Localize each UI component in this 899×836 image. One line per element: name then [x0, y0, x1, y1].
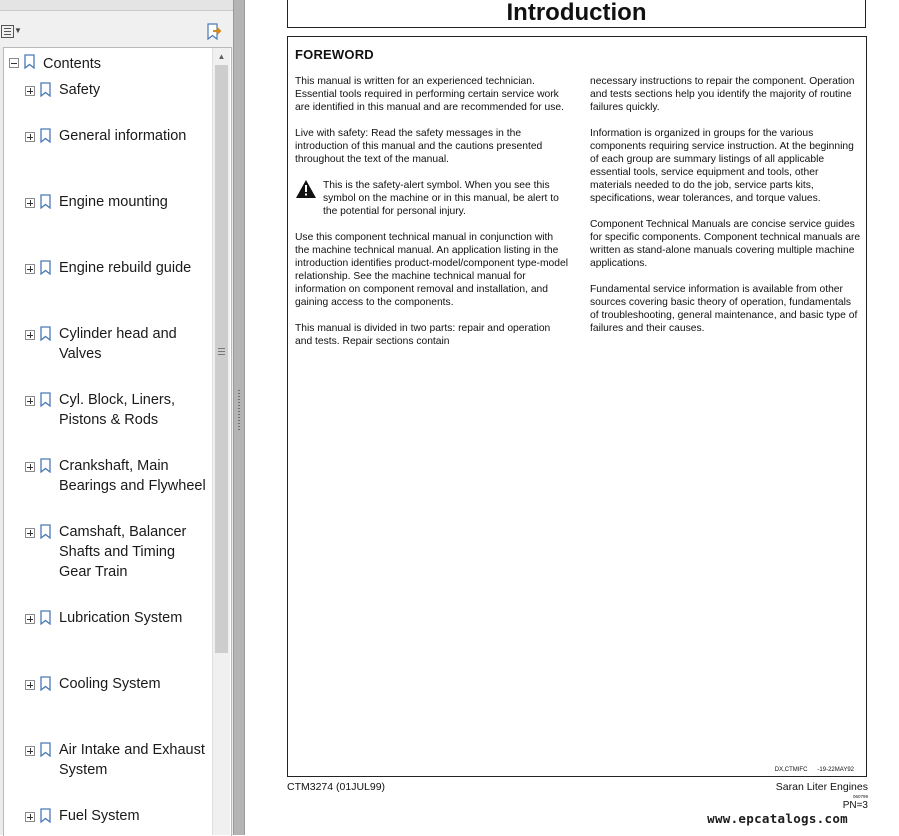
paragraph: Use this component technical manual in conjunction with the machine technical manual. An application listing in the introduction identifies product-model/component type-model relationship. See the machine technical manual for information on component removal and installation, and gaining access to the components.	[295, 232, 569, 308]
document-id: CTM3274 (01JUL99)	[287, 781, 386, 793]
splitter-grip	[238, 390, 240, 430]
bookmark-label	[59, 80, 219, 100]
expand-icon[interactable]	[25, 528, 35, 538]
bookmark-label-line: Crankshaft, Main	[59, 458, 169, 474]
paragraph: Component Technical Manuals are concise service guides for specific components. Component technical manuals are written as stand-alone manuals covering multiple machine applications.	[590, 219, 861, 269]
document-title: Saran Liter Engines	[775, 781, 868, 793]
expand-icon[interactable]	[25, 462, 35, 472]
panel-header-strip	[0, 0, 233, 11]
bookmark-label-line: System	[59, 762, 108, 778]
bookmark-label-line: Fuel System	[59, 808, 140, 824]
bookmark-label-line: Engine rebuild guide	[59, 260, 192, 276]
expand-icon[interactable]	[25, 396, 35, 406]
scrollbar-thumb[interactable]	[215, 65, 228, 653]
bookmark-icon	[40, 610, 51, 625]
safety-alert-icon	[295, 179, 317, 199]
bookmark-label	[59, 258, 219, 278]
page-title: Introduction	[506, 0, 647, 26]
expand-icon[interactable]	[25, 812, 35, 822]
bookmark-icon	[40, 392, 51, 407]
paragraph: Fundamental service information is available from other sources covering basic theory of operation, fundamentals of troubleshooting, general maintenance, and basic type of failures and their causes.	[590, 284, 858, 334]
bookmark-icon	[40, 82, 51, 97]
dropdown-arrow-icon: ▼	[14, 26, 22, 36]
bookmark-icon	[40, 128, 51, 143]
bookmark-label-line: Safety	[59, 82, 101, 98]
bookmark-label-line: Engine mounting	[59, 194, 168, 210]
page-number: PN=3	[842, 800, 868, 811]
paragraph: This is the safety-alert symbol. When you see this symbol on the machine or in this manual, be alert to the potential for personal injury.	[323, 180, 559, 217]
left-column	[295, 75, 570, 361]
code-date: -19-22MAY92	[817, 767, 854, 773]
bookmark-label-line: Cyl. Block, Liners,	[59, 392, 176, 408]
expand-bookmark-button[interactable]	[204, 22, 224, 42]
bookmark-label-line: Cooling System	[59, 676, 161, 692]
bookmark-label-line: Air Intake and Exhaust	[59, 742, 205, 758]
bookmark-label-line: Lubrication System	[59, 610, 183, 626]
bookmark-root-label: Contents	[43, 56, 102, 72]
bookmark-label	[59, 126, 219, 146]
bookmarks-panel	[0, 0, 233, 835]
paragraph: This manual is divided in two parts: repair and operation and tests. Repair sections contain	[295, 323, 551, 347]
expand-icon[interactable]	[25, 198, 35, 208]
title-box	[287, 0, 866, 28]
right-column	[590, 75, 862, 348]
bookmark-label	[59, 192, 219, 212]
bookmark-label	[59, 522, 219, 582]
bookmark-icon	[40, 808, 51, 823]
options-list-icon	[1, 25, 14, 38]
section-heading: FOREWORD	[295, 47, 374, 62]
bookmark-label	[59, 806, 219, 826]
bookmark-label	[59, 390, 219, 430]
bookmark-icon	[40, 458, 51, 473]
bookmark-icon	[40, 742, 51, 757]
paragraph: necessary instructions to repair the component. Operation and tests sections help you identify the majority of routine failures quickly.	[590, 76, 855, 113]
watermark-url: www.epcatalogs.com	[707, 811, 848, 826]
bookmark-icon	[24, 54, 35, 69]
document-code	[765, 767, 854, 773]
collapse-icon[interactable]	[9, 58, 19, 68]
bookmark-icon	[40, 524, 51, 539]
bookmark-label	[59, 740, 219, 780]
bookmark-label-line: Bearings and Flywheel	[59, 478, 206, 494]
document-page	[245, 0, 899, 835]
bookmark-icon	[40, 260, 51, 275]
bookmark-label-line: Gear Train	[59, 564, 128, 580]
bookmark-label	[59, 456, 219, 496]
bookmarks-scrollbar[interactable]	[212, 48, 230, 835]
expand-icon[interactable]	[25, 330, 35, 340]
expand-icon[interactable]	[25, 132, 35, 142]
bookmark-label	[59, 324, 219, 364]
panel-splitter[interactable]	[233, 0, 245, 835]
safety-alert-note	[295, 179, 570, 218]
bookmark-label-line: Valves	[59, 346, 102, 362]
bookmark-icon	[40, 326, 51, 341]
bookmark-label-line: Shafts and Timing	[59, 544, 176, 560]
bookmark-icon	[40, 194, 51, 209]
expand-icon[interactable]	[25, 746, 35, 756]
paragraph: Live with safety: Read the safety messages in the introduction of this manual and the cautions presented throughout the text of the manual.	[295, 128, 543, 165]
bookmark-label-line: Cylinder head and	[59, 326, 177, 342]
expand-icon[interactable]	[25, 86, 35, 96]
expand-icon[interactable]	[25, 680, 35, 690]
paragraph: Information is organized in groups for the various components requiring service instruction. At the beginning of each group are summary listings of all applicable essential tools, service equipment and tools, other materials needed to do the job, service parts kits, specifications, wear tolerances, and torque values.	[590, 128, 854, 204]
bookmark-label	[59, 608, 219, 628]
bookmarks-toolbar	[0, 11, 233, 47]
scroll-grip-icon	[218, 348, 225, 355]
expand-icon[interactable]	[25, 264, 35, 274]
scroll-up-button[interactable]: ▲	[217, 52, 226, 61]
document-date-code: 060799	[852, 794, 868, 799]
options-menu-button[interactable]	[1, 23, 27, 39]
bookmark-label	[59, 674, 219, 694]
bookmark-tree	[3, 47, 232, 836]
bookmark-label-line: Camshaft, Balancer	[59, 524, 187, 540]
bookmark-icon	[40, 676, 51, 691]
code-id: DX,CTMIFC	[774, 767, 808, 773]
expand-bookmark-icon	[204, 22, 224, 42]
expand-icon[interactable]	[25, 614, 35, 624]
paragraph: This manual is written for an experienced technician. Essential tools required in performing certain service work are identified in this manual and are recommended for use.	[295, 76, 565, 113]
bookmark-label-line: Pistons & Rods	[59, 412, 159, 428]
content-frame	[287, 36, 867, 777]
bookmark-label-line: General information	[59, 128, 187, 144]
